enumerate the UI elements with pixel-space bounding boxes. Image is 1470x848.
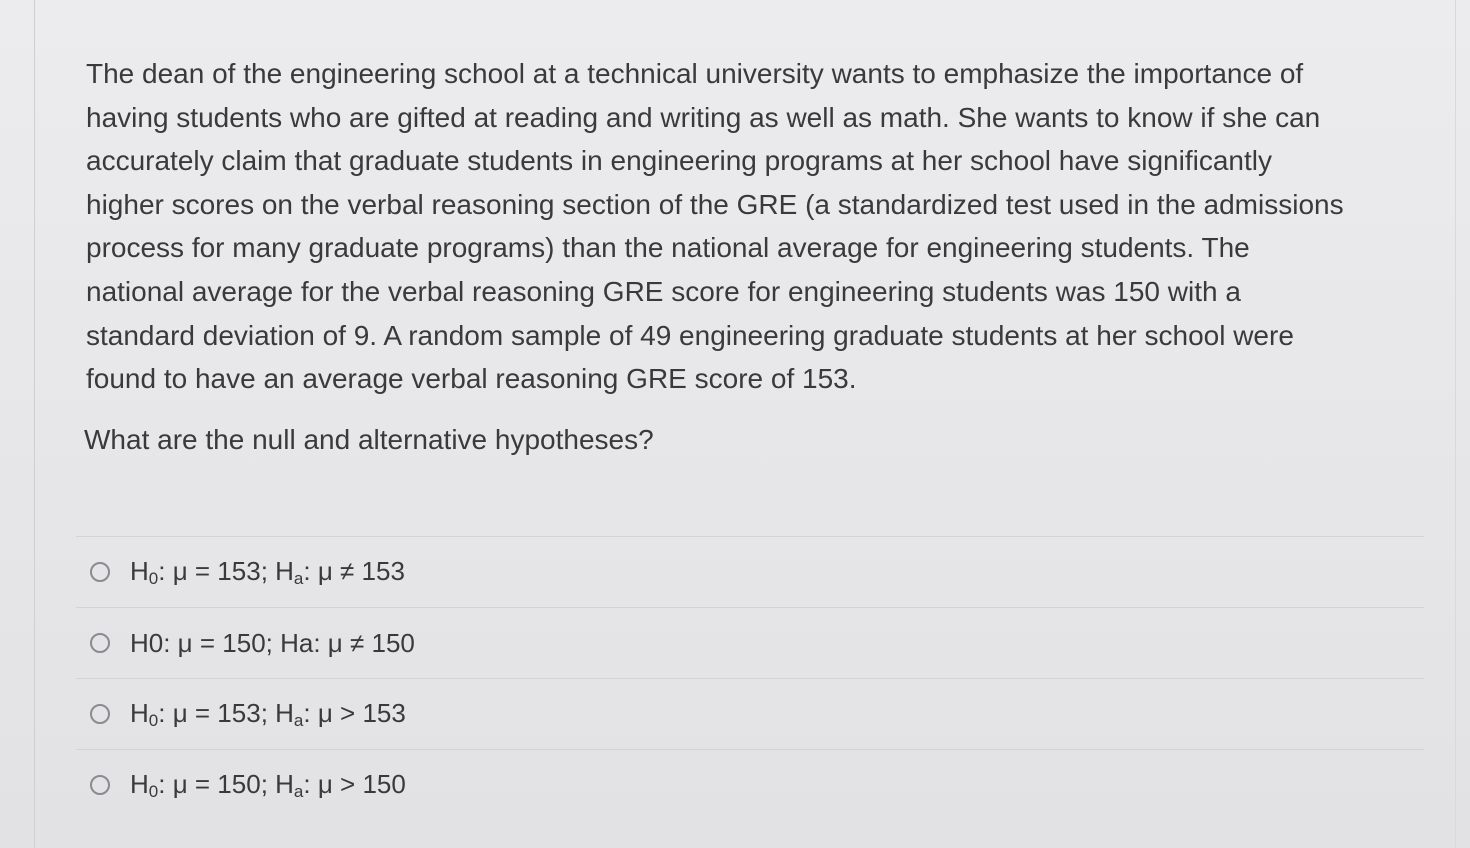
answer-option-label [130, 556, 405, 589]
ha-statement: : μ > 153 [303, 697, 406, 728]
question-line: higher scores on the verbal reasoning section of the GRE (a standardized test used in the admissions [86, 188, 1344, 220]
question-line: The dean of the engineering school at a technical university wants to emphasize the importance of [86, 58, 1304, 89]
h0-subscript: 0 [148, 568, 159, 588]
h0-statement: : μ = 153; [158, 555, 276, 586]
h0-statement: : μ = 150; [158, 768, 276, 799]
h0-subscript: 0 [148, 781, 159, 801]
question-line: accurately claim that graduate students in engineering programs at her school have significantly [86, 145, 1272, 177]
ha-statement: : μ ≠ 153 [303, 555, 405, 586]
ha-symbol: H [275, 697, 294, 728]
radio-button[interactable] [90, 775, 110, 795]
radio-button[interactable] [90, 704, 110, 724]
answer-option-1[interactable] [76, 536, 1424, 607]
right-border [1455, 0, 1456, 848]
answer-option-label [130, 769, 406, 802]
question-line: process for many graduate programs) than the national average for engineering students. The [86, 232, 1250, 264]
answer-options [76, 536, 1424, 820]
ha-symbol: H [275, 555, 294, 586]
answer-option-2[interactable] [76, 607, 1424, 678]
radio-button[interactable] [90, 562, 110, 582]
answer-option-4[interactable] [76, 749, 1424, 820]
answer-option-label: H0: μ = 150; Ha: μ ≠ 150 [130, 627, 415, 658]
question-prompt: What are the null and alternative hypotheses? [84, 424, 654, 455]
ha-statement: : μ > 150 [303, 768, 406, 799]
ha-subscript: a [293, 568, 304, 588]
radio-button[interactable] [90, 633, 110, 653]
question-line: standard deviation of 9. A random sample of 49 engineering graduate students at her school were [86, 319, 1294, 351]
ha-symbol: H [275, 768, 294, 799]
question-line: found to have an average verbal reasoning GRE score of 153. [86, 363, 857, 395]
answer-option-3[interactable] [76, 678, 1424, 749]
question-line: having students who are gifted at reading and writing as well as math. She wants to know if she can [86, 101, 1321, 133]
ha-subscript: a [293, 710, 304, 730]
question-text [86, 52, 1426, 401]
left-border [34, 0, 35, 848]
h0-symbol: H [130, 697, 149, 728]
h0-statement: : μ = 153; [158, 697, 276, 728]
h0-symbol: H [130, 555, 149, 586]
question-line: national average for the verbal reasoning GRE score for engineering students was 150 with a [86, 275, 1241, 307]
ha-subscript: a [293, 781, 304, 801]
h0-symbol: H [130, 768, 149, 799]
answer-option-label [130, 698, 406, 731]
h0-subscript: 0 [148, 710, 159, 730]
